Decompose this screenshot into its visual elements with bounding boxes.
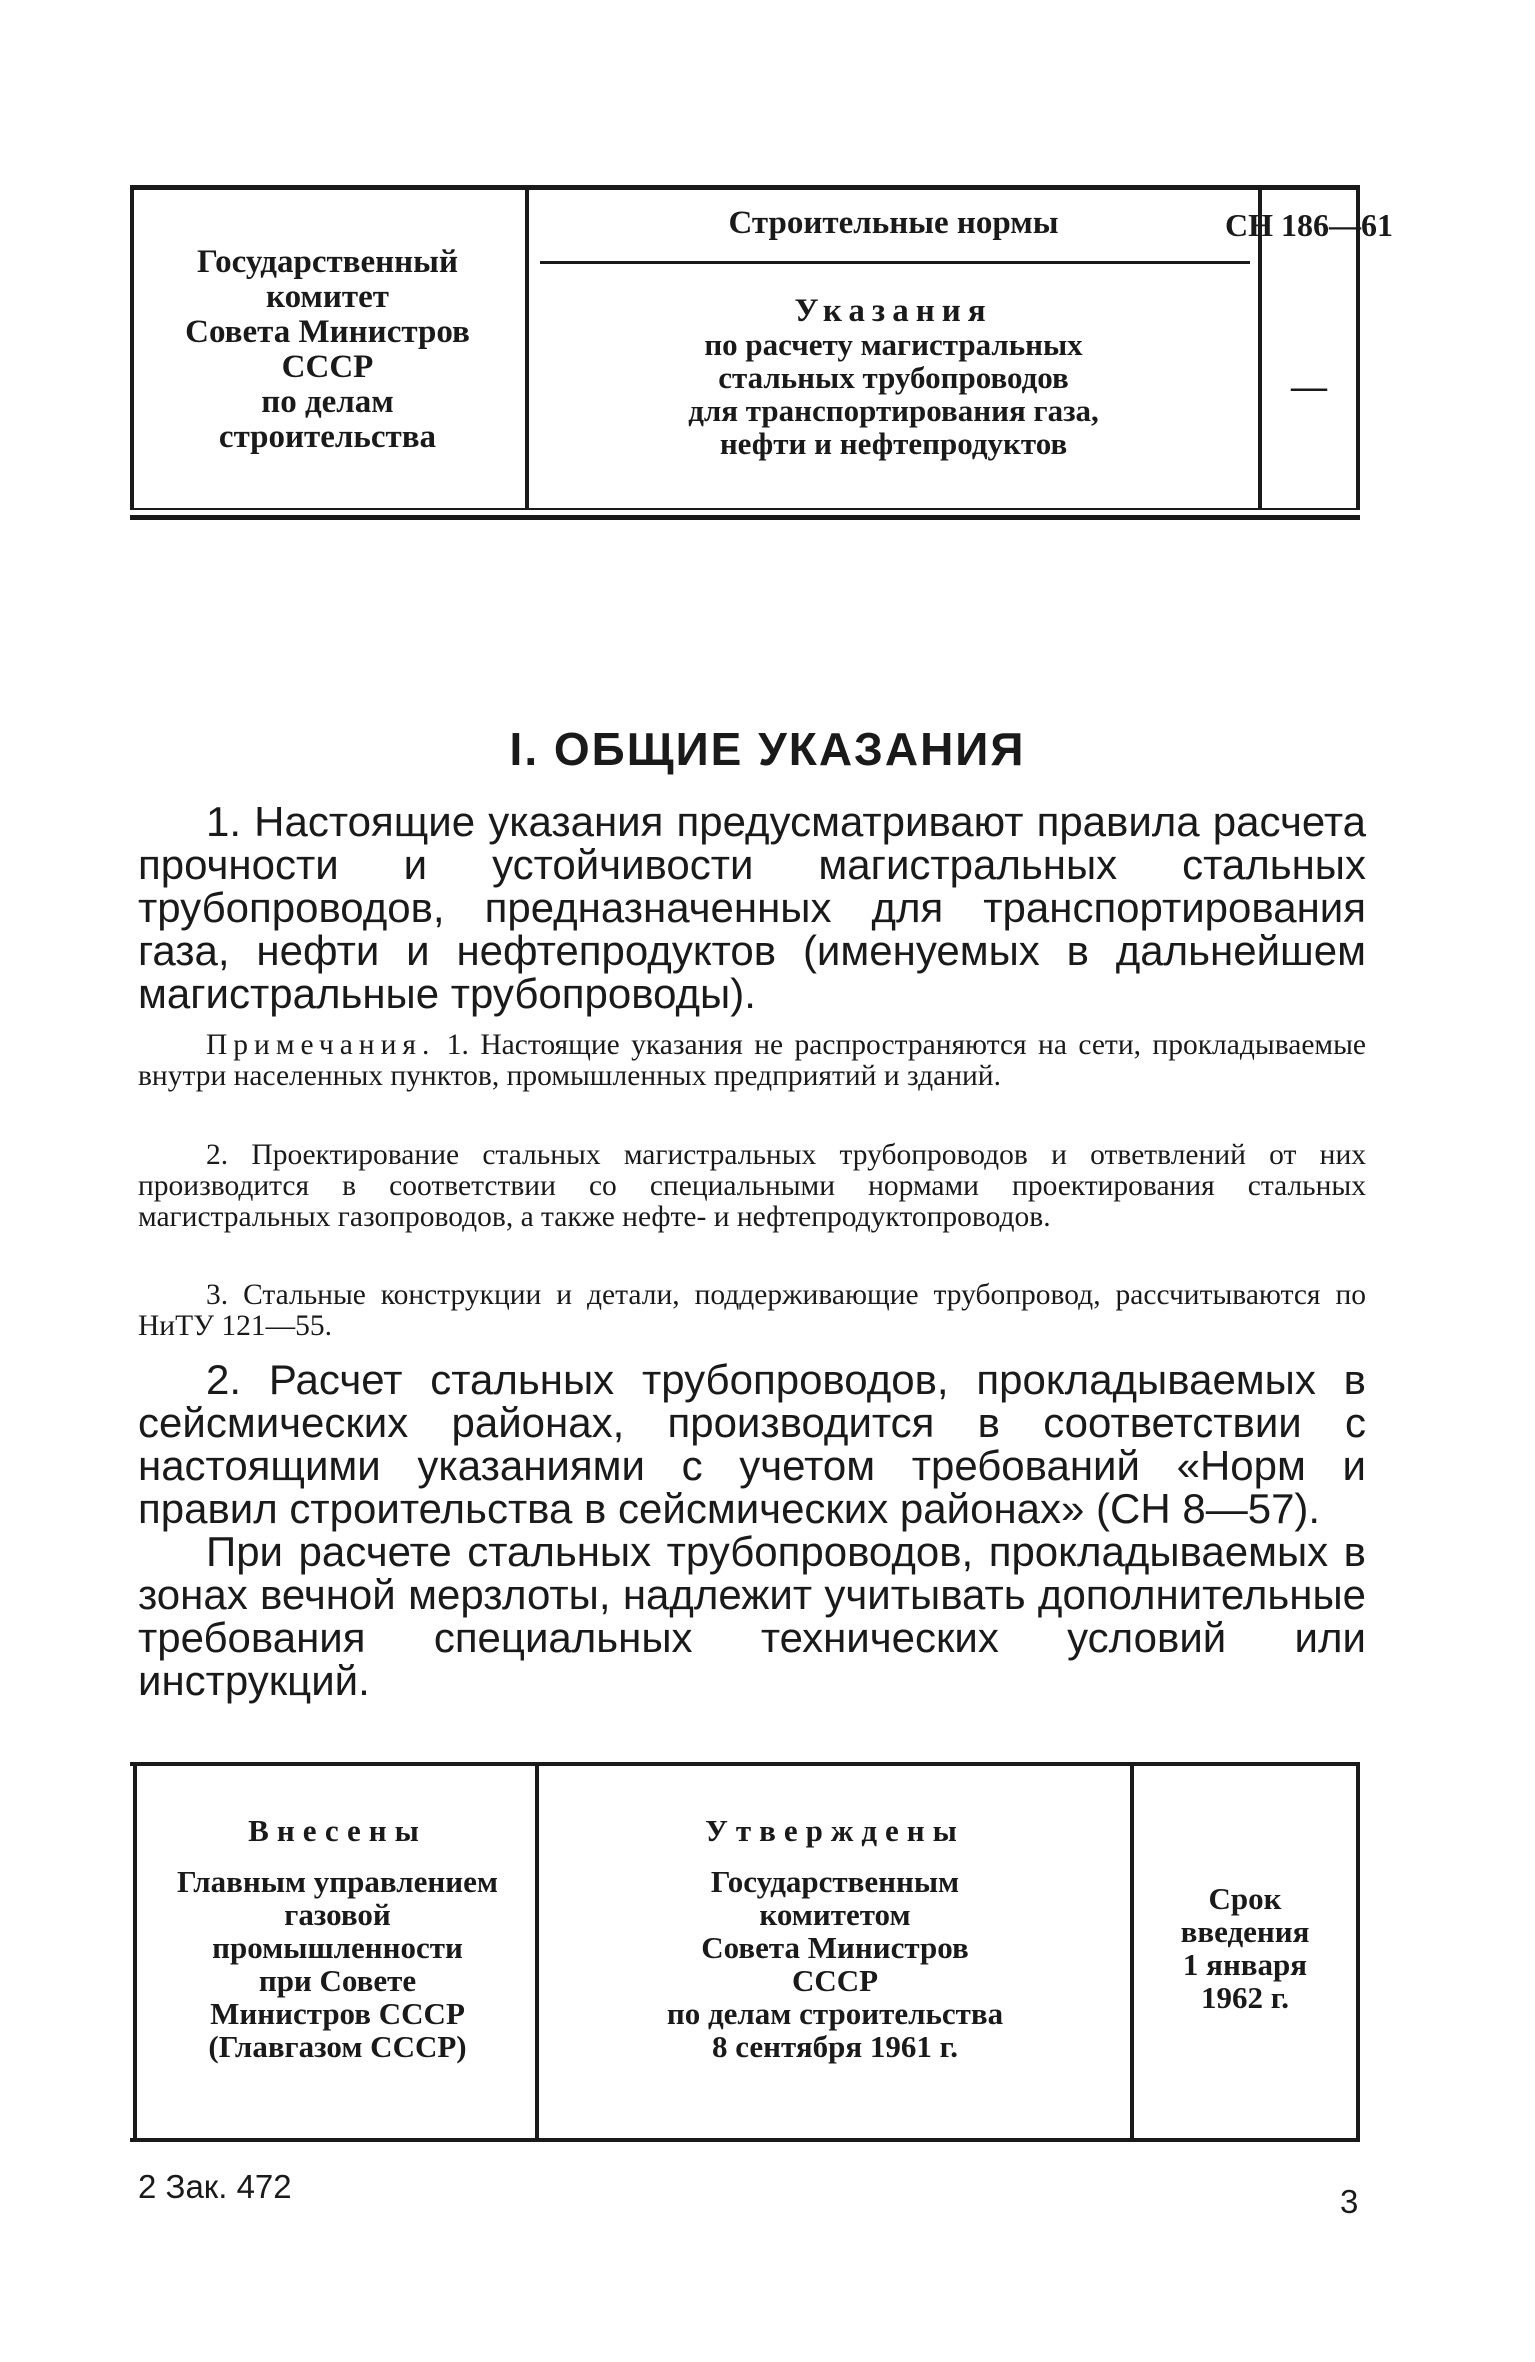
paragraph-1-text: 1. Настоящие указания предусматривают правила расчета прочности и устойчивости магистральных стальных трубопроводов, предназначенных для транспортирования газа, нефти и нефтепродуктов (именуемых в дальнейшем магистральные трубопроводы). [138, 798, 1366, 1017]
footer-left-border [133, 1766, 137, 2138]
paragraph-2 [138, 1358, 1366, 1530]
note-1-text: 1. Настоящие указания не распространяются на сети, прокладываемые внутри населенных пунктов, промышленных предприятий и зданий. [138, 1029, 1367, 1092]
footer-table [130, 1762, 1360, 2142]
paragraph-3-text: При расчете стальных трубопроводов, прокладываемых в зонах вечной мерзлоты, надлежит учитывать дополнительные требования специальных технических условий или инструкций. [138, 1528, 1366, 1704]
document-title-rest: по расчету магистральных стальных трубопроводов для транспортирования газа, нефти и нефтепродуктов [688, 327, 1099, 461]
document-code: СН 186—61 [1225, 207, 1393, 243]
section-heading: I. ОБЩИЕ УКАЗАНИЯ [509, 723, 1026, 775]
header-top-rule [130, 185, 1360, 190]
notes-label: Примечания. [206, 1029, 436, 1061]
header-bottom-rule [130, 515, 1360, 520]
paragraph-2-text: 2. Расчет стальных трубопроводов, прокладываемых в сейсмических районах, производится в соответствии с настоящими указаниями с учетом требований «Норм и правил строительства в сейсмических районах» (СН 8—57). [138, 1356, 1366, 1532]
paragraph-3 [138, 1530, 1366, 1702]
order-number: 2 Зак. 472 [138, 2168, 292, 2205]
footer-top-rule [130, 1762, 1360, 1766]
introduced-label: Внесены [248, 1813, 427, 1848]
header-table [130, 185, 1393, 520]
note-2-text: 2. Проектирование стальных магистральных трубопроводов и ответвлений от них производится в соответствии со специальными нормами проектирования стальных магистральных газопроводов, а также нефте- и нефтепродуктопроводов. [138, 1139, 1366, 1233]
replaces-dash: — [1291, 366, 1327, 406]
document-title [529, 295, 1258, 460]
document-title-lead: Указания [794, 293, 993, 329]
approved-by: Государственным комитетом Совета Министров СССР по делам строительства 8 сентября 1961 г. [666, 1864, 1004, 2064]
note-3 [138, 1280, 1366, 1342]
introduced-by: Главным управлением газовой промышленности при Совете Министров СССР (Главгазом СССР) [177, 1864, 498, 2064]
paragraph-1 [138, 800, 1366, 1015]
category-separator [540, 261, 1250, 264]
page-number: 3 [1340, 2183, 1359, 2220]
footer-bottom-rule [130, 2138, 1360, 2142]
footer-divider-1 [535, 1766, 539, 2138]
document-category: Строительные нормы [728, 205, 1059, 241]
note-3-text: 3. Стальные конструкции и детали, поддерживающие трубопровод, рассчитываются по НиТУ 121—55. [138, 1279, 1366, 1342]
footer-right-border [1356, 1766, 1360, 2138]
introduced-cell [140, 1814, 535, 2063]
note-2 [138, 1140, 1366, 1233]
approved-label: Утверждены [705, 1813, 965, 1848]
header-bottom-rule-thin [130, 508, 1360, 510]
issuing-organization: Государственный комитет Совета Министров СССР по делам строительства [185, 244, 470, 455]
approved-cell [540, 1814, 1130, 2063]
effective-date: Срок введения 1 января 1962 г. [1180, 1881, 1310, 2015]
note-1 [138, 1030, 1366, 1092]
